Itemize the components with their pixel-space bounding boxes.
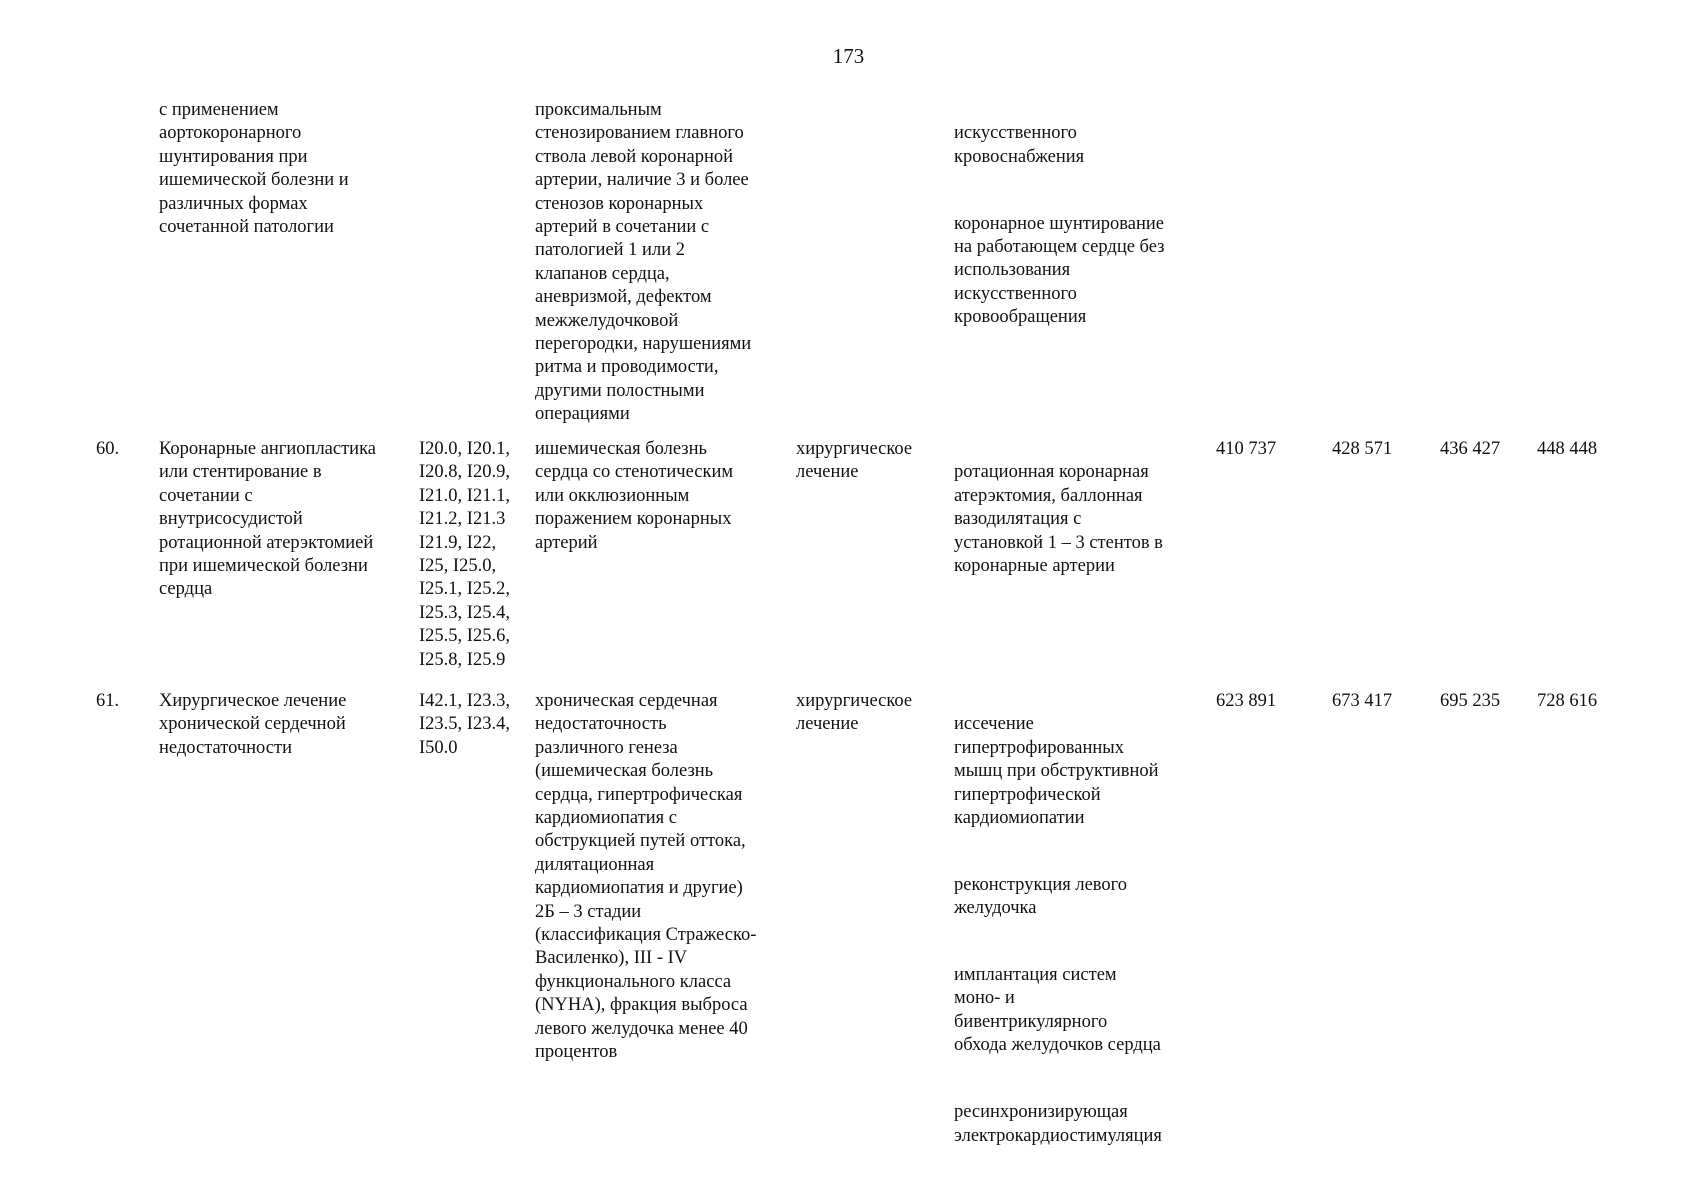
cost-value: 428 571 bbox=[1332, 439, 1393, 459]
treatment-method: ресинхронизирующая электрокардиостимуляция bbox=[954, 1102, 1162, 1146]
care-type-name: Коронарные ангиопластика или стентирование в сочетании с внутрисосудистой ротационной атерэктомией при ишемической болезни сердца bbox=[159, 439, 377, 600]
cost-value: 623 891 bbox=[1216, 691, 1277, 711]
treatment-type: хирургическое лечение bbox=[796, 439, 913, 483]
table-row bbox=[0, 99, 1697, 438]
cost-value: 673 417 bbox=[1332, 691, 1393, 711]
treatment-type: хирургическое лечение bbox=[796, 691, 913, 735]
treatment-method: реконструкция левого желудочка bbox=[954, 874, 1128, 919]
icd-codes: I20.0, I20.1, I20.8, I20.9, I21.0, I21.1, I21.2, I21.3 I21.9, I22, I25, I25.0, I25.1, I25.2, I25.3, I25.4, I25.5, I25.6, I25.8, I25.9 bbox=[419, 439, 510, 670]
treatment-methods bbox=[954, 690, 1204, 1171]
care-type-name: с применением аортокоронарного шунтирования при ишемической болезни и различных формах сочетанной патологии bbox=[159, 100, 349, 238]
cost-value: 728 616 bbox=[1537, 691, 1598, 711]
table-row bbox=[0, 438, 1697, 690]
treatment-methods bbox=[954, 99, 1204, 353]
cost-value: 410 737 bbox=[1216, 439, 1277, 459]
row-number: 60. bbox=[96, 439, 120, 459]
row-number: 61. bbox=[96, 691, 120, 711]
cost-value: 436 427 bbox=[1440, 439, 1501, 459]
table-row bbox=[0, 690, 1697, 1146]
treatment-method: ротационная коронарная атерэктомия, баллонная вазодилятация с установкой 1 – 3 стентов в коронарные артерии bbox=[954, 462, 1163, 577]
icd-codes: I42.1, I23.3, I23.5, I23.4, I50.0 bbox=[419, 691, 510, 758]
patient-model: ишемическая болезнь сердца со стенотическим или окклюзионным поражением коронарных артерий bbox=[535, 439, 734, 553]
treatment-method: коронарное шунтирование на работающем сердце без использования искусственного кровообращения bbox=[954, 213, 1165, 328]
care-type-name: Хирургическое лечение хронической сердечной недостаточности bbox=[159, 691, 347, 758]
treatment-method: иссечение гипертрофированных мышц при обструктивной гипертрофической кардиомиопатии bbox=[954, 714, 1159, 829]
treatment-method: имплантация систем моно- и бивентрикулярного обхода желудочков сердца bbox=[954, 965, 1161, 1056]
treatment-method: искусственного кровоснабжения bbox=[954, 123, 1085, 167]
treatment-methods bbox=[954, 438, 1204, 602]
patient-model: хроническая сердечная недостаточность различного генеза (ишемическая болезнь сердца, гипертрофическая кардиомиопатия с обструкцией путей оттока, дилятационная кардиомиопатия и другие) 2Б – 3 стадии (классификация Стражеско- Василенко), III - IV функционального класса (NYHA), фракция выброса левого желудочка менее 40 процентов bbox=[535, 691, 757, 1063]
page-number: 173 bbox=[832, 44, 865, 68]
patient-model: проксимальным стенозированием главного ствола левой коронарной артерии, наличие 3 и более стенозов коронарных артерий в сочетании с патологией 1 или 2 клапанов сердца, аневризмой, дефектом межжелудочковой перегородки, нарушениями ритма и проводимости, другими полостными операциями bbox=[535, 100, 752, 425]
cost-value: 695 235 bbox=[1440, 691, 1501, 711]
document-table bbox=[0, 99, 1697, 1189]
cost-value: 448 448 bbox=[1537, 439, 1598, 459]
